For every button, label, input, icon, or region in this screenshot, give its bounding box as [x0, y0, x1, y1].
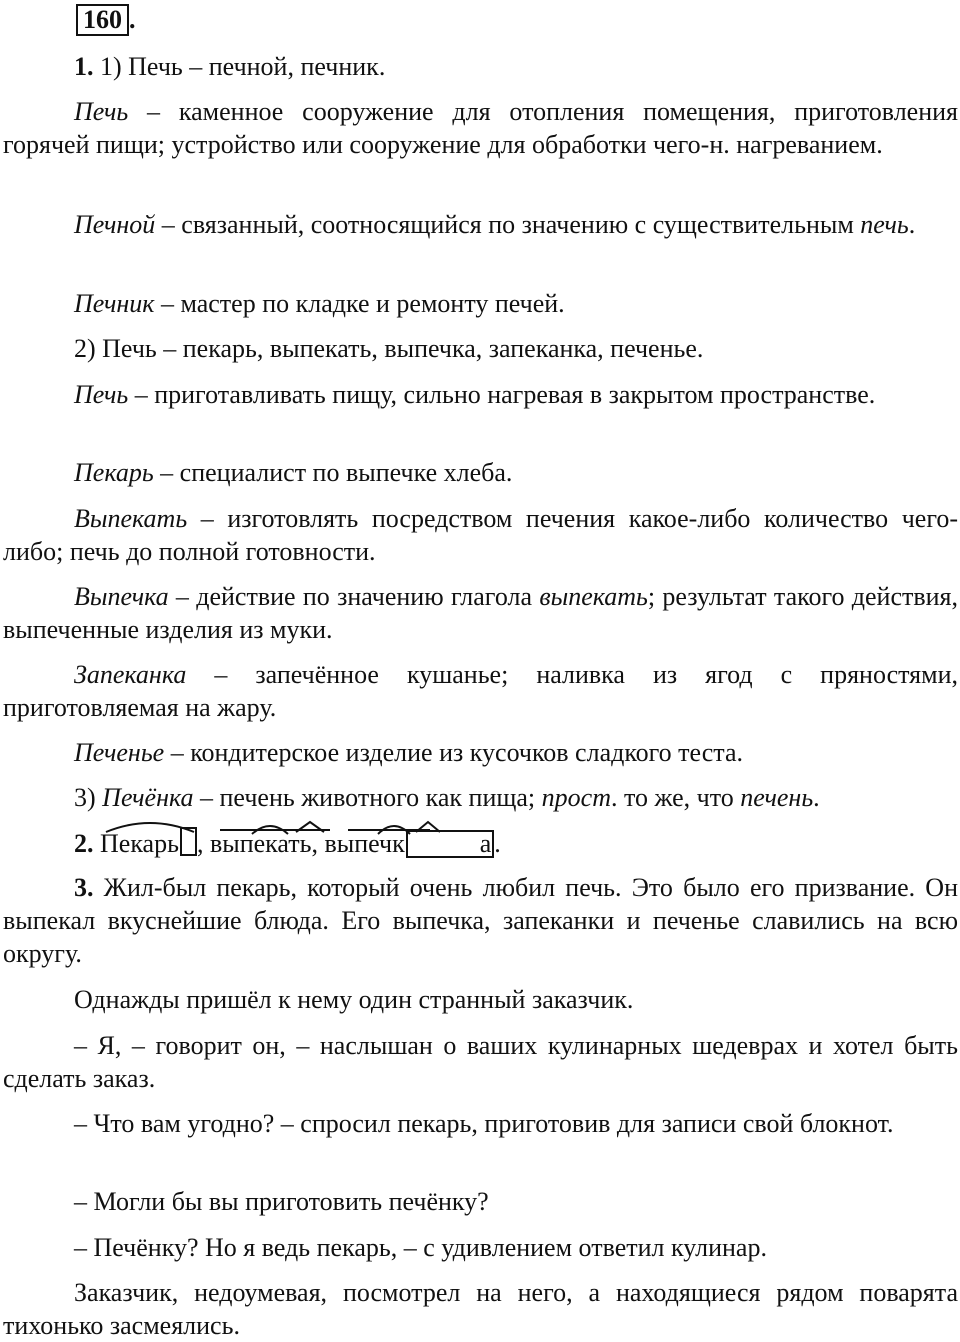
paragraph-def-pekar: Пекарь – специалист по выпечке хлеба.	[74, 458, 513, 487]
paragraph-story-3: – Я, – говорит он, – наслышан о ваших кулинарных шедеврах и хотел быть сделать заказ.	[3, 1031, 958, 1093]
paragraph-task3-story: 3. Жил-был пекарь, который очень любил печь. Это было его призвание. Он выпекал вкуснейшие блюда. Его выпечка, запеканки и печенье славились на всю округу.	[3, 873, 958, 968]
paragraph-def-vypechka: Выпечка – действие по значению глагола выпекать; результат такого действия, выпеченные изделия из муки.	[3, 582, 959, 644]
paragraph-def-vypekat: Выпекать – изготовлять посредством печения какое-либо количество чего-либо; печь до полной готовности.	[3, 504, 958, 566]
root-arc-pekar	[106, 823, 194, 832]
paragraph-def-pechnoy: Печной – связанный, соотносящийся по значению с существительным печь.	[74, 210, 916, 239]
paragraph-task1-part2: 2) Печь – пекарь, выпекать, выпечка, запеканка, печенье.	[74, 334, 704, 363]
word-pekar: Пекарь	[100, 829, 179, 858]
paragraph-story-6: – Печёнку? Но я ведь пекарь, – с удивлением ответил кулинар.	[74, 1233, 767, 1262]
paragraph-story-7: Заказчик, недоумевая, посмотрел на него, а находящиеся рядом поварята тихонько засмеялись.	[3, 1278, 958, 1340]
paragraph-def-pechenye: Печенье – кондитерское изделие из кусочков сладкого теста.	[74, 738, 743, 767]
exercise-number	[76, 4, 136, 36]
paragraph-def-pech-verb: Печь – приготавливать пищу, сильно нагревая в закрытом пространстве.	[74, 380, 876, 409]
ending-box: а	[406, 830, 495, 858]
paragraph-story-2: Однажды пришёл к нему один странный заказчик.	[74, 985, 634, 1014]
paragraph-task2-morphemes: 2. Пекарь , выпекать, выпечк а .	[74, 829, 501, 858]
word-vypekat: выпекать	[209, 829, 312, 858]
exercise-number-box: 160	[76, 4, 129, 36]
paragraph-task1-part3: 3) Печёнка – печень животного как пища; прост. то же, что печень.	[74, 783, 820, 812]
paragraph-def-zapekanka: Запеканка – запечённое кушанье; наливка из ягод с пряностями, приготовляемая на жару.	[3, 660, 958, 722]
paragraph-story-4: – Что вам угодно? – спросил пекарь, приготовив для записи свой блокнот.	[74, 1109, 894, 1138]
paragraph-def-pechnik: Печник – мастер по кладке и ремонту печей.	[74, 289, 565, 318]
paragraph-task1-words: 1. 1) Печь – печной, печник.	[74, 52, 386, 81]
morpheme-marks	[98, 814, 458, 844]
exercise-number-dot: .	[129, 5, 136, 34]
word-vypechka-stem: выпечк	[324, 829, 405, 858]
paragraph-def-pech: Печь – каменное сооружение для отопления помещения, приготовления горячей пищи; устройство или сооружение для обработки чего-н. нагреванием.	[3, 97, 958, 159]
paragraph-story-5: – Могли бы вы приготовить печёнку?	[74, 1187, 489, 1216]
